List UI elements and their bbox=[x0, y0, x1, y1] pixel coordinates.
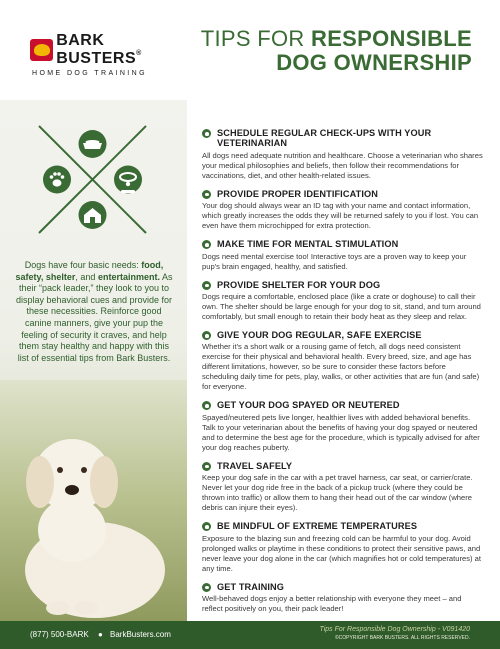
tip-training bbox=[202, 582, 484, 614]
bark-busters-logo bbox=[30, 32, 180, 77]
tip-title: SCHEDULE REGULAR CHECK-UPS WITH YOUR VETERINARIAN bbox=[217, 128, 432, 149]
paw-bullet-icon bbox=[202, 401, 211, 410]
tip-mental-stimulation bbox=[202, 239, 484, 271]
footer-website-link[interactable]: BarkBusters.com bbox=[110, 630, 171, 639]
tip-body: Whether it's a short walk or a rousing game of fetch, all dogs need consistent exercise for their physical and behavioral health. Every breed, size, and age has different limitations, however, so be sure to consider these factors before scheduling daily time for pets, play, walks, or other activities that are fun (and safe) for everyone. bbox=[202, 342, 480, 392]
page-header bbox=[0, 0, 500, 100]
paw-bullet-icon bbox=[202, 129, 211, 138]
tip-body: Exposure to the blazing sun and freezing cold can be harmful to your dog. Avoid prolonged walks or playtime in these conditions to protect their sensitive paws, and never leave your dog alone in the car (which magnifies hot or cold temperatures) at any time. bbox=[202, 533, 482, 573]
paw-bullet-icon bbox=[202, 190, 211, 199]
tip-body: Keep your dog safe in the car with a pet travel harness, car seat, or carrier/crate. Never let your dog ride free in the back of a pickup truck (where they could be thrown into traffic) or allow them to hang their head out of the car window (where debris can injure their eyes). bbox=[202, 473, 473, 513]
tip-body: Dogs require a comfortable, enclosed place (like a crate or doghouse) to call their own. The shelter should be large enough for your dog to sit, stand, and turn around comfortably, but small enough to retain their body heat as they sleep and relax. bbox=[202, 292, 481, 322]
sidebar-intro bbox=[14, 260, 174, 364]
footer-phone[interactable]: (877) 500-BARK bbox=[30, 630, 89, 639]
intro-bold-entertainment: entertainment. bbox=[97, 271, 160, 282]
page-footer bbox=[0, 621, 500, 649]
tip-spay-neuter bbox=[202, 400, 484, 452]
footer-copyright: ©COPYRIGHT BARK BUSTERS. ALL RIGHTS RESERVED. bbox=[334, 635, 470, 641]
doghouse-icon bbox=[79, 201, 107, 229]
tip-title: BE MINDFUL OF EXTREME TEMPERATURES bbox=[217, 521, 418, 532]
paw-bullet-icon bbox=[202, 281, 211, 290]
paw-bullet-icon bbox=[202, 240, 211, 249]
tip-shelter bbox=[202, 280, 484, 322]
sidebar-panel bbox=[0, 100, 187, 621]
tip-title: GIVE YOUR DOG REGULAR, SAFE EXERCISE bbox=[217, 330, 422, 341]
title-bold-1: RESPONSIBLE bbox=[311, 26, 472, 51]
tip-travel bbox=[202, 461, 484, 513]
paw-bullet-icon bbox=[202, 331, 211, 340]
logo-tagline: HOME DOG TRAINING bbox=[32, 70, 147, 77]
paw-icon: ● bbox=[98, 630, 103, 639]
intro-text-3: As their “pack leader,” they look to you to display behavioral cues and provide for these necessities. Reinforce good canine manners, give your pup the feeling of security it craves, and help them stay healthy and happy with this list of essential tips from Bark Busters. bbox=[15, 271, 173, 363]
paw-bullet-icon bbox=[202, 583, 211, 592]
page-title bbox=[201, 27, 472, 75]
dog-collar-icon bbox=[114, 166, 142, 194]
basic-needs-graphic bbox=[35, 122, 150, 237]
tip-body: Well-behaved dogs enjoy a better relationship with everyone they meet – and reflect positively on you, their pack leader! bbox=[202, 594, 462, 614]
intro-text-1: Dogs have four basic needs: bbox=[24, 260, 142, 270]
tip-body: Your dog should always wear an ID tag with your name and contact information, which greatly increases the odds they will be returned safely to you if lost. You can even have them microchipped for extra protection. bbox=[202, 201, 479, 231]
food-bowl-icon bbox=[79, 130, 107, 158]
tip-identification bbox=[202, 189, 484, 231]
dog-logo-icon bbox=[30, 39, 53, 61]
tip-title: MAKE TIME FOR MENTAL STIMULATION bbox=[217, 239, 399, 250]
paw-bullet-icon bbox=[202, 522, 211, 531]
tip-temperatures bbox=[202, 521, 484, 573]
paw-bullet-icon bbox=[202, 462, 211, 471]
tip-title: TRAVEL SAFELY bbox=[217, 460, 293, 471]
golden-retriever-photo bbox=[0, 380, 187, 621]
tip-title: PROVIDE PROPER IDENTIFICATION bbox=[217, 188, 378, 199]
tip-exercise bbox=[202, 330, 484, 392]
title-light: TIPS FOR bbox=[200, 26, 311, 51]
tip-body: Spayed/neutered pets live longer, healthier lives with added behavioral benefits. Talk to your veterinarian about the benefits of having your dog spayed or neutered and to determine the best age for the procedure, which is typically advised for after your dog reaches puberty. bbox=[202, 412, 480, 452]
tip-title: GET YOUR DOG SPAYED OR NEUTERED bbox=[217, 400, 400, 411]
tip-title: GET TRAINING bbox=[217, 581, 285, 592]
paw-icon bbox=[43, 166, 71, 194]
tips-list bbox=[202, 128, 484, 622]
logo-registered: ® bbox=[136, 50, 142, 57]
tip-vet-checkups bbox=[202, 128, 484, 181]
footer-document-id: Tips For Responsible Dog Ownership - V091420 bbox=[319, 626, 470, 633]
intro-text-2: , and bbox=[75, 271, 98, 282]
tip-body: Dogs need mental exercise too! Interactive toys are a proven way to keep your pup's brain engaged, healthy, and satisfied. bbox=[202, 251, 467, 271]
logo-name: BARK BUSTERS bbox=[56, 32, 137, 67]
tip-title: PROVIDE SHELTER FOR YOUR DOG bbox=[217, 279, 381, 290]
tip-body: All dogs need adequate nutrition and healthcare. Choose a veterinarian who shares your medical philosophies and beliefs, then follow their recommendations for vaccinations, diet, and other health-related issues. bbox=[202, 150, 483, 180]
title-bold-2: DOG OWNERSHIP bbox=[276, 50, 472, 75]
intro-bold-needs: food, safety, shelter bbox=[15, 260, 164, 282]
